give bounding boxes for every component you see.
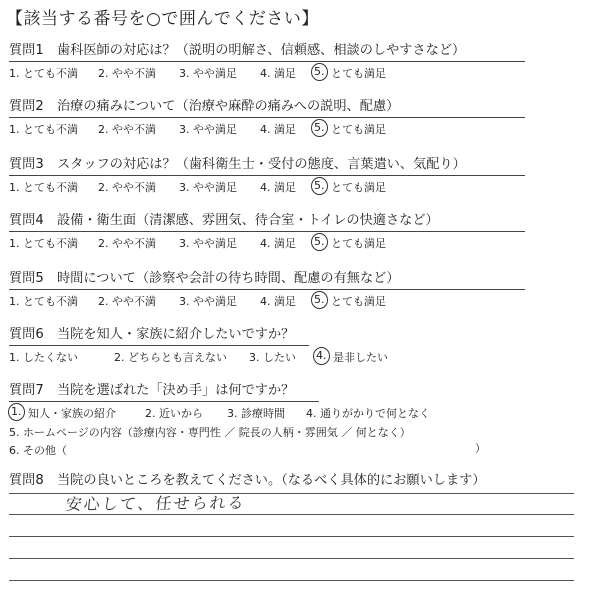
option-4-circled[interactable]: 4. [316,349,327,362]
option-4[interactable]: 4. 満足 [260,123,296,136]
option-2[interactable]: 2. やや不満 [98,123,156,136]
option-4[interactable]: 4. 通りがかりで何となく [306,407,430,420]
underline [9,61,525,62]
underline [9,231,525,232]
handwritten-answer[interactable]: 安心して、任せられる [64,493,247,514]
option-3[interactable]: 3. やや満足 [179,67,237,80]
question-header: 質問4 設備・衛生面（清潔感、雰囲気、待合室・トイレの快適さなど） [9,213,439,228]
option-5-circled[interactable]: 5. [314,121,325,134]
page-title: 【該当する番号を○で囲んでください】 [6,9,319,29]
option-1-circled[interactable]: 1. [11,405,22,418]
question-header: 質問7 当院を選ばれた「決め手」は何ですか？ [9,383,295,398]
option-1[interactable]: 1. とても不満 [9,237,78,250]
question-4 [9,212,584,252]
options-row [9,179,584,196]
option-5-circled[interactable]: 5. [314,65,325,78]
question-8 [9,472,584,490]
option-2[interactable]: 2. やや不満 [98,67,156,80]
option-5-label: とても満足 [331,67,386,80]
option-5-label: とても満足 [331,181,386,194]
option-3[interactable]: 3. やや満足 [179,123,237,136]
option-5-circled[interactable]: 5. [314,179,325,192]
option-1[interactable]: 1. とても不満 [9,181,78,194]
option-3[interactable]: 3. したい [249,351,296,364]
question-header: 質問5 時間について（診察や会計の待ち時間、配慮の有無など） [9,271,400,286]
question-3 [9,156,584,196]
options-row [9,121,584,138]
option-1[interactable]: 1. とても不満 [9,123,78,136]
option-4-label: 是非したい [333,351,388,364]
option-6-close-paren: ） [475,442,486,455]
underline [9,345,309,346]
answer-line-4 [9,558,574,559]
option-5-label: とても満足 [331,123,386,136]
question-7 [9,382,584,422]
underline [9,117,525,118]
question-2 [9,98,584,138]
option-1[interactable]: 1. とても不満 [9,295,78,308]
option-4[interactable]: 4. 満足 [260,67,296,80]
option-2[interactable]: 2. やや不満 [98,181,156,194]
underline [9,289,525,290]
option-5-label: とても満足 [331,237,386,250]
option-5[interactable]: 5. ホームページの内容（診療内容・専門性 ／ 院長の人柄・雰囲気 ／ 何となく） [9,426,411,439]
option-2[interactable]: 2. やや不満 [98,237,156,250]
options-row [9,235,584,252]
question-6 [9,326,584,366]
options-row [9,65,584,82]
option-5-circled[interactable]: 5. [314,235,325,248]
answer-line-5 [9,580,574,581]
question-header: 質問1 歯科医師の対応は？（説明の明解さ、信頼感、相談のしやすさなど） [9,43,466,58]
option-3[interactable]: 3. 診療時間 [227,407,285,420]
option-4[interactable]: 4. 満足 [260,295,296,308]
option-2[interactable]: 2. 近いから [145,407,203,420]
option-3[interactable]: 3. やや満足 [179,295,237,308]
option-5-circled[interactable]: 5. [314,293,325,306]
option-3[interactable]: 3. やや満足 [179,181,237,194]
question-5 [9,270,584,310]
question-1 [9,42,584,82]
options-row [9,293,584,310]
answer-line-3 [9,536,574,537]
question-header: 質問3 スタッフの対応は？（歯科衛生士・受付の態度、言葉遣い、気配り） [9,157,466,172]
option-1[interactable]: 1. したくない [9,351,78,364]
question-header: 質問8 当院の良いところを教えてください。（なるべく具体的にお願いします） [9,473,486,488]
options-row-1 [9,405,584,422]
option-4[interactable]: 4. 満足 [260,237,296,250]
option-6[interactable]: 6. その他（ [9,444,67,457]
option-5-label: とても満足 [331,295,386,308]
question-header: 質問6 当院を知人・家族に紹介したいですか？ [9,327,295,342]
option-2[interactable]: 2. やや不満 [98,295,156,308]
underline [9,401,319,402]
question-header: 質問2 治療の痛みについて（治療や麻酔の痛みへの説明、配慮） [9,99,400,114]
option-2[interactable]: 2. どちらとも言えない [114,351,227,364]
options-row [9,349,584,366]
option-1[interactable]: 1. とても不満 [9,67,78,80]
option-1-label: 知人・家族の紹介 [28,407,116,420]
underline [9,175,525,176]
option-3[interactable]: 3. やや満足 [179,237,237,250]
answer-line-2 [9,514,574,515]
option-4[interactable]: 4. 満足 [260,181,296,194]
